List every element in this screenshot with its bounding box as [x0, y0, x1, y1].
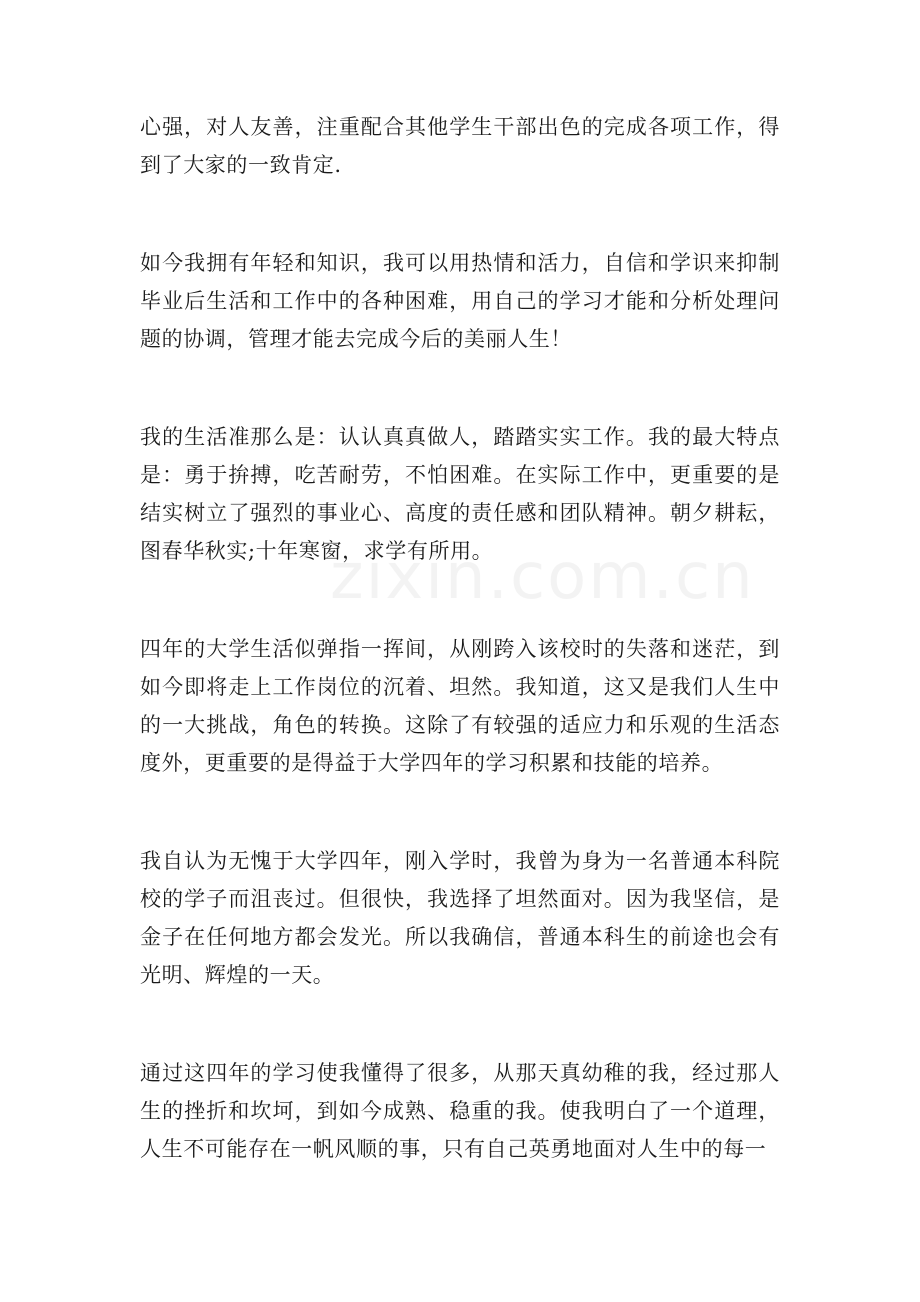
document-body	[140, 108, 780, 1228]
paragraph-3: 我的生活准那么是：认认真真做人，踏踏实实工作。我的最大特点是：勇于拚搏，吃苦耐劳，不怕困难。在实际工作中，更重要的是结实树立了强烈的事业心、高度的责任感和团队精神。朝夕耕耘，图春华秋实;十年寒窗，求学有所用。	[140, 425, 780, 563]
paragraph-2: 如今我拥有年轻和知识，我可以用热情和活力，自信和学识来抑制毕业后生活和工作中的各种困难，用自己的学习才能和分析处理问题的协调，管理才能去完成今后的美丽人生！	[140, 251, 780, 351]
paragraph-4: 四年的大学生活似弹指一挥间，从刚跨入该校时的失落和迷茫，到如今即将走上工作岗位的沉着、坦然。我知道，这又是我们人生中的一大挑战，角色的转换。这除了有较强的适应力和乐观的生活态度外，更重要的是得益于大学四年的学习积累和技能的培养。	[140, 637, 780, 775]
paragraph-5: 我自认为无愧于大学四年，刚入学时，我曾为身为一名普通本科院校的学子而沮丧过。但很快，我选择了坦然面对。因为我坚信，是金子在任何地方都会发光。所以我确信，普通本科生的前途也会有光明、辉煌的一天。	[140, 849, 780, 987]
paragraph-6: 通过这四年的学习使我懂得了很多，从那天真幼稚的我，经过那人生的挫折和坎坷，到如今成熟、稳重的我。使我明白了一个道理，人生不可能存在一帆风顺的事，只有自己英勇地面对人生中的每一	[140, 1061, 780, 1161]
paragraph-1: 心强，对人友善，注重配合其他学生干部出色的完成各项工作，得到了大家的一致肯定.	[140, 115, 780, 177]
